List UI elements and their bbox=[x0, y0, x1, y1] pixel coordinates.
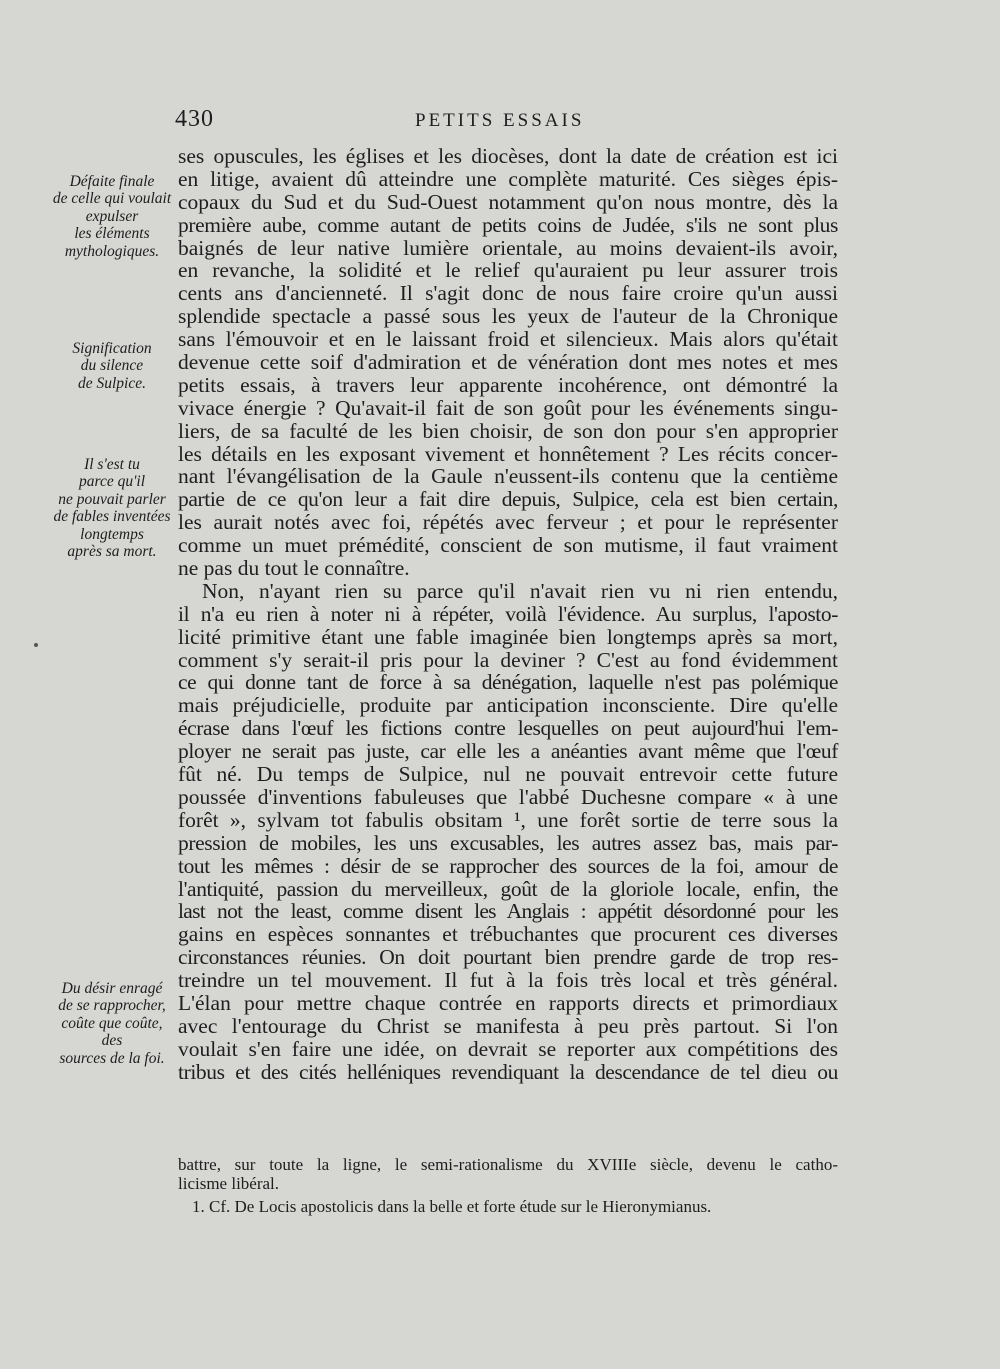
sidenote-line: des bbox=[101, 1032, 123, 1050]
body-line: ses opuscules, les églises et les diocèses, dont la date de création est ici bbox=[178, 144, 838, 168]
body-line: ce qui donne tant de force à sa dénégation, laquelle n'est pas polémique bbox=[178, 670, 838, 695]
body-line: mais préjudicielle, produite par anticipation inconsciente. Dire qu'elle bbox=[178, 693, 838, 718]
body-line: tribus et des cités helléniques revendiquant la descendance de tel dieu ou bbox=[178, 1059, 838, 1084]
sidenote-line: de celle qui voulait bbox=[52, 190, 172, 208]
body-line: poussée d'inventions fabuleuses que l'abbé Duchesne compare « à une bbox=[178, 784, 838, 809]
sidenote-line: Du désir enragé bbox=[61, 980, 163, 997]
body-line: fût né. Du temps de Sulpice, nul ne pouvait entrevoir cette future bbox=[178, 762, 838, 787]
footnote-continuation-line: battre, sur toute la ligne, le semi-rationalisme du XVIIIe siècle, devenu le catho- bbox=[178, 1155, 838, 1174]
body-line: Non, n'ayant rien su parce qu'il n'avait rien vu ni rien entendu, bbox=[202, 578, 838, 603]
sidenote-line: après sa mort. bbox=[67, 543, 157, 561]
sidenote-line: de se rapprocher, bbox=[58, 997, 166, 1015]
body-line: écrase dans l'œuf les fictions contre lesquelles on peut aujourd'hui l'em- bbox=[178, 716, 838, 741]
body-line: copaux du Sud et du Sud-Ouest notamment qu'on nous montre, dès la bbox=[178, 189, 838, 214]
body-line: vivace énergie ? Qu'avait-il fait de son goût pour les événements singu- bbox=[178, 395, 838, 420]
body-line: gains en espèces sonnantes et trébuchantes que procurent ces diverses bbox=[178, 922, 838, 947]
body-line: comment s'y serait-il pris pour la deviner ? C'est au fond évidemment bbox=[178, 647, 838, 672]
sidenote-line: mythologiques. bbox=[64, 242, 160, 260]
body-line: L'élan pour mettre chaque contrée en rapports directs et primordiaux bbox=[178, 990, 838, 1015]
body-line: circonstances réunies. On doit pourtant bien prendre garde de trop res- bbox=[178, 945, 838, 970]
footnote-1: 1. Cf. De Locis apostolicis dans la belle et forte étude sur le Hieronymianus. bbox=[192, 1197, 712, 1216]
sidenote-line: les éléments bbox=[74, 225, 150, 243]
sidenote-line: Défaite finale bbox=[69, 173, 155, 190]
body-line: partie de ce qu'on leur a fait dire depuis, Sulpice, cela est bien certain, bbox=[178, 487, 838, 512]
footnotes bbox=[178, 1155, 838, 1216]
body-line: voulait s'en faire une idée, on devrait se reporter aux compétitions des bbox=[178, 1036, 838, 1061]
speck-mark bbox=[34, 643, 38, 647]
body-line: ployer ne serait pas juste, car elle les a anéanties avant même que l'œuf bbox=[178, 739, 838, 764]
body-line: ne pas du tout le connaître. bbox=[178, 556, 410, 581]
body-line: sans l'émouvoir et en le laissant froid et silencieux. Mais alors qu'était bbox=[178, 327, 838, 352]
body-line: l'antiquité, passion du merveilleux, goût de la gloriole locale, enfin, the bbox=[178, 876, 838, 901]
body-line: last not the least, comme disent les Anglais : appétit désordonné pour les bbox=[178, 899, 838, 924]
body-line: nant l'évangélisation de la Gaule n'eussent-ils contenu que la centième bbox=[178, 464, 838, 489]
body-line: liers, de sa faculté de les bien choisir, de son don pour s'en approprier bbox=[178, 418, 838, 443]
sidenote-line: Il s'est tu bbox=[84, 456, 140, 473]
body-line: licité primitive étant une fable imaginée bien longtemps après sa mort, bbox=[178, 624, 838, 649]
body-line: comme un muet prémédité, conscient de son mutisme, il faut vraiment bbox=[178, 533, 838, 558]
page-number: 430 bbox=[175, 106, 214, 132]
sidenote-line: parce qu'il bbox=[78, 473, 146, 491]
body-line: forêt », sylvam tot fabulis obsitam ¹, une forêt sortie de terre sous la bbox=[178, 807, 838, 832]
sidenote-line: ne pouvait parler bbox=[58, 490, 166, 508]
sidenote-signification bbox=[46, 340, 178, 392]
footnote-continuation-line: licisme libéral. bbox=[178, 1174, 280, 1193]
sidenote-line: longtemps bbox=[80, 525, 144, 543]
body-line: pression de mobiles, les uns excusables, les autres assez bas, mais par- bbox=[178, 830, 838, 855]
body-line: cents ans d'ancienneté. Il s'agit donc de nous faire croire qu'un aussi bbox=[178, 281, 838, 306]
body-line: avec l'entourage du Christ se manifesta à peu près partout. Si l'on bbox=[178, 1013, 838, 1038]
running-title: PETITS ESSAIS bbox=[415, 110, 585, 131]
page-header bbox=[175, 106, 835, 136]
body-line: devenue cette soif d'admiration et de vénération dont mes notes et mes bbox=[178, 350, 838, 375]
body-line: petits essais, à travers leur apparente incohérence, ont démontré la bbox=[178, 372, 838, 397]
sidenote-line: Signification bbox=[72, 340, 152, 357]
body-line: splendide spectacle a passé sous les yeux de l'auteur de la Chronique bbox=[178, 304, 838, 329]
body-line: les aurait notés avec foi, répétés avec ferveur ; et pour le représenter bbox=[178, 510, 838, 535]
sidenote-line: coûte que coûte, bbox=[61, 1014, 163, 1032]
body-line: en litige, avaient dû atteindre une complète maturité. Ces sièges épis- bbox=[178, 166, 838, 191]
body-line: les détails en les exposant vivement et honnêtement ? Les récits concer- bbox=[178, 441, 838, 466]
sidenote-line: de Sulpice. bbox=[77, 374, 146, 392]
body-line: première aube, comme autant de petits coins de Judée, s'ils ne sont plus bbox=[178, 212, 838, 237]
main-text bbox=[178, 145, 838, 1084]
body-line: en revanche, la solidité et le relief qu'auraient pu leur assurer trois bbox=[178, 258, 838, 283]
sidenote-line: de fables inventées bbox=[53, 508, 171, 526]
body-line: il n'a eu rien à noter ni à répéter, voilà l'évidence. Au surplus, l'aposto- bbox=[178, 601, 838, 626]
sidenote-line: expulser bbox=[85, 207, 139, 225]
body-line: tout les mêmes : désir de se rapprocher des sources de la foi, amour de bbox=[178, 853, 838, 878]
body-line: baignés de leur native lumière orientale, au moins devaient-ils avoir, bbox=[178, 235, 838, 260]
body-line: treindre un tel mouvement. Il fut à la fois très local et très général. bbox=[178, 968, 838, 993]
sidenote-il-s-est-tu bbox=[46, 456, 178, 560]
sidenote-defaite-finale bbox=[46, 173, 178, 260]
sidenote-line: du silence bbox=[80, 357, 144, 375]
sidenote-line: sources de la foi. bbox=[59, 1049, 165, 1067]
sidenote-du-desir-enrage bbox=[46, 980, 178, 1067]
